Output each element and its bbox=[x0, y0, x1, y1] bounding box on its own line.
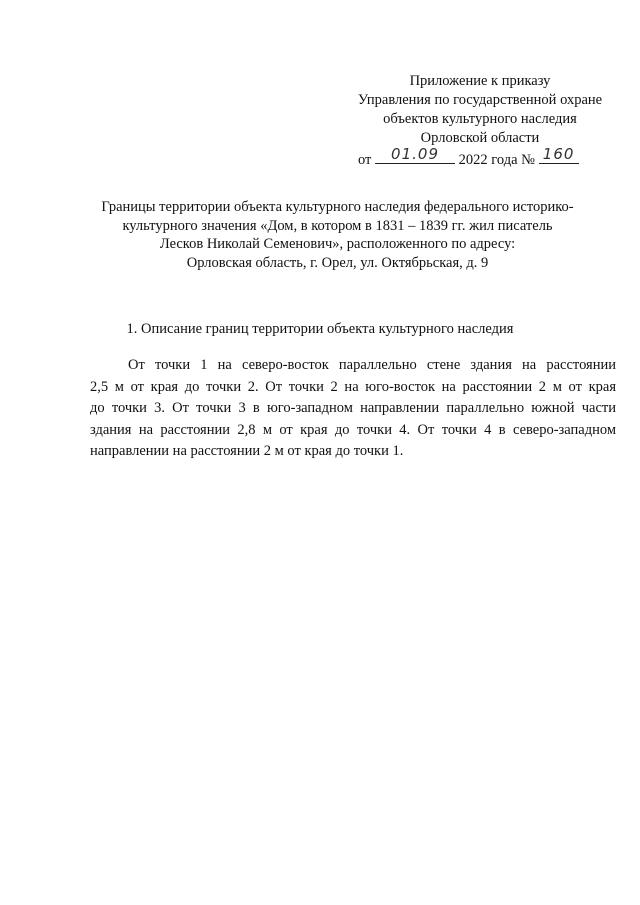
title-line-4: Орловская область, г. Орел, ул. Октябрьская, д. 9 bbox=[186, 254, 489, 271]
body-line-4: здания на расстоянии 2,8 м от края до точки 4. От точки 4 в северо-западном bbox=[90, 421, 616, 438]
order-number-field bbox=[539, 145, 579, 164]
body-line-3: до точки 3. От точки 3 в юго-западном направлении параллельно южной части bbox=[90, 400, 616, 416]
title-line-3: Лесков Николай Семенович», расположенного по адресу: bbox=[159, 236, 516, 252]
document-title bbox=[60, 198, 615, 272]
handwritten-number: 160 bbox=[542, 145, 575, 163]
date-prefix: от bbox=[358, 152, 372, 168]
appendix-line-2: Управления по государственной охране bbox=[357, 92, 603, 108]
appendix-line-1: Приложение к приказу bbox=[409, 73, 551, 89]
date-field bbox=[375, 145, 455, 164]
body-line-2: 2,5 м от края до точки 2. От точки 2 на юго-восток на расстоянии 2 м от края bbox=[90, 378, 616, 395]
title-line-1: Границы территории объекта культурного наследия федерального историко- bbox=[101, 199, 574, 215]
body-paragraph bbox=[90, 355, 616, 463]
body-line-5: направлении на расстоянии 2 м от края до точки 1. bbox=[90, 443, 404, 459]
section-heading: 1. Описание границ территории объекта культурного наследия bbox=[126, 321, 514, 337]
appendix-header bbox=[340, 72, 620, 170]
appendix-line-4: Орловской области bbox=[420, 130, 540, 146]
appendix-line-3: объектов культурного наследия bbox=[383, 111, 577, 127]
title-line-2: культурного значения «Дом, в котором в 1831 – 1839 гг. жил писатель bbox=[122, 217, 553, 234]
handwritten-date: 01.09 bbox=[391, 145, 439, 163]
order-date-line bbox=[340, 145, 620, 170]
body-line-1: От точки 1 на северо-восток параллельно стене здания на расстоянии bbox=[128, 357, 616, 373]
year-text: 2022 года № bbox=[458, 152, 535, 168]
